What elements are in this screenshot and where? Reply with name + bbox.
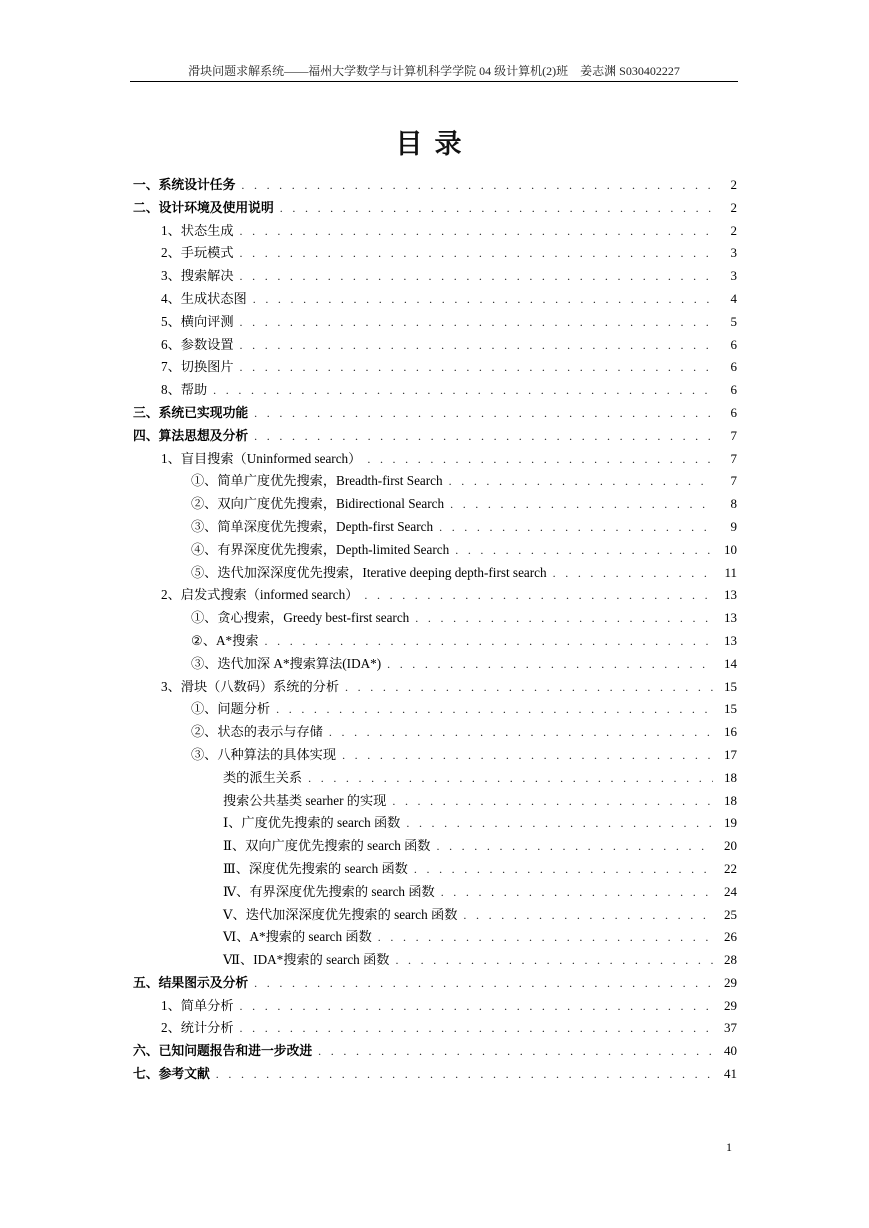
toc-entry-page: 6 (730, 359, 737, 375)
dot-leader (395, 949, 713, 972)
toc-entry-label: ①、贪心搜索，Greedy best-first search (191, 610, 410, 626)
toc-entry-page: 13 (724, 632, 737, 648)
table-of-contents (133, 174, 737, 1086)
toc-entry-label: 2、启发式搜索（informed search） (161, 587, 359, 603)
toc-entry-page: 41 (724, 1066, 737, 1082)
dot-leader (240, 995, 713, 1018)
dot-leader (439, 516, 713, 539)
toc-entry[interactable] (133, 995, 737, 1018)
dot-leader (241, 174, 713, 197)
toc-entry[interactable] (133, 698, 737, 721)
dot-leader (213, 379, 713, 402)
dot-leader (342, 744, 713, 767)
dot-leader (318, 1040, 713, 1063)
dot-leader (414, 858, 713, 881)
toc-entry-label: 1、盲目搜索（Uninformed search） (161, 450, 362, 466)
dot-leader (240, 1017, 713, 1040)
toc-entry-page: 17 (724, 746, 737, 762)
dot-leader (240, 356, 713, 379)
toc-entry-page: 13 (724, 610, 737, 626)
toc-entry-page: 2 (730, 222, 737, 238)
toc-entry[interactable] (133, 220, 737, 243)
toc-entry[interactable] (133, 470, 737, 493)
toc-entry[interactable] (133, 904, 737, 927)
toc-entry-label: Ⅴ、迭代加深深度优先搜索的 search 函数 (223, 906, 458, 922)
toc-entry[interactable] (133, 562, 737, 585)
toc-entry-label: Ⅶ、IDA*搜索的 search 函数 (223, 952, 390, 968)
toc-entry-page: 10 (724, 541, 737, 557)
toc-entry[interactable] (133, 265, 737, 288)
toc-entry-label: 搜索公共基类 searher 的实现 (223, 792, 387, 808)
toc-entry[interactable] (133, 676, 737, 699)
toc-entry[interactable] (133, 493, 737, 516)
dot-leader (450, 493, 713, 516)
toc-entry-page: 22 (724, 860, 737, 876)
dot-leader (254, 972, 713, 995)
dot-leader (240, 334, 713, 357)
toc-entry-label: 1、简单分析 (161, 997, 234, 1013)
dot-leader (367, 448, 713, 471)
toc-entry-label: 1、状态生成 (161, 222, 234, 238)
toc-entry[interactable] (133, 516, 737, 539)
dot-leader (406, 812, 713, 835)
toc-entry-label: ④、有界深度优先搜索，Depth-limited Search (191, 541, 450, 557)
dot-leader (449, 470, 713, 493)
dot-leader (308, 767, 713, 790)
toc-entry-label: Ⅳ、有界深度优先搜索的 search 函数 (223, 883, 435, 899)
toc-entry-label: 2、统计分析 (161, 1020, 234, 1036)
dot-leader (240, 311, 713, 334)
toc-entry-label: ②、A*搜索 (191, 632, 259, 648)
toc-entry-label: 六、已知问题报告和进一步改进 (133, 1044, 313, 1060)
toc-entry[interactable] (133, 242, 737, 265)
toc-entry[interactable] (133, 197, 737, 220)
toc-entry[interactable] (133, 721, 737, 744)
toc-entry-label: 6、参数设置 (161, 336, 234, 352)
toc-entry[interactable] (133, 881, 737, 904)
toc-entry[interactable] (133, 334, 737, 357)
toc-entry-label: ②、状态的表示与存储 (191, 724, 323, 740)
toc-entry-page: 2 (730, 199, 737, 215)
toc-entry-label: 3、搜索解决 (161, 268, 234, 284)
toc-entry-label: 三、系统已实现功能 (133, 405, 249, 421)
toc-entry-page: 19 (724, 815, 737, 831)
toc-entry-label: 类的派生关系 (223, 769, 303, 785)
toc-entry[interactable] (133, 812, 737, 835)
toc-entry-page: 40 (724, 1043, 737, 1059)
toc-entry-label: 7、切换图片 (161, 359, 234, 375)
toc-entry-page: 6 (730, 404, 737, 420)
toc-entry-page: 2 (730, 177, 737, 192)
toc-entry-label: 8、帮助 (161, 382, 208, 398)
toc-entry-label: 七、参考文献 (133, 1067, 210, 1083)
dot-leader (254, 425, 713, 448)
toc-entry-label: 二、设计环境及使用说明 (133, 200, 274, 216)
toc-entry[interactable] (133, 630, 737, 653)
toc-entry-page: 26 (724, 929, 737, 945)
toc-entry[interactable] (133, 402, 737, 425)
toc-entry-label: Ⅵ、A*搜索的 search 函数 (223, 929, 372, 945)
toc-entry-label: ③、简单深度优先搜索，Depth-first Search (191, 518, 434, 534)
running-header: 滑块问题求解系统——福州大学数学与计算机科学学院 04 级计算机(2)班 姜志渊 S030402227 (188, 64, 680, 78)
toc-entry[interactable] (133, 539, 737, 562)
toc-entry[interactable] (133, 607, 737, 630)
toc-entry-page: 29 (724, 997, 737, 1013)
toc-entry-label: ③、八种算法的具体实现 (191, 746, 337, 762)
toc-entry-page: 8 (730, 496, 737, 512)
header-divider (130, 81, 738, 82)
dot-leader (415, 607, 713, 630)
dot-leader (463, 904, 713, 927)
dot-leader (387, 653, 713, 676)
toc-entry-label: ①、简单广度优先搜索，Breadth-first Search (191, 473, 443, 489)
toc-entry[interactable] (133, 767, 737, 790)
toc-entry-page: 28 (724, 952, 737, 968)
toc-entry-page: 9 (730, 518, 737, 534)
toc-entry-label: 一、系统设计任务 (133, 178, 236, 193)
dot-leader (254, 402, 713, 425)
toc-entry-label: Ⅰ、广度优先搜索的 search 函数 (223, 815, 401, 831)
toc-entry[interactable] (133, 1063, 737, 1086)
toc-entry-page: 18 (724, 792, 737, 808)
dot-leader (441, 881, 713, 904)
toc-entry-page: 5 (730, 313, 737, 329)
dot-leader (455, 539, 713, 562)
dot-leader (216, 1063, 713, 1086)
dot-leader (378, 926, 713, 949)
toc-entry-page: 7 (730, 473, 737, 489)
toc-entry-page: 14 (724, 655, 737, 671)
toc-entry[interactable] (133, 448, 737, 471)
toc-entry-label: ③、迭代加深 A*搜索算法(IDA*) (191, 655, 382, 671)
toc-entry-label: 4、生成状态图 (161, 290, 247, 306)
toc-entry-label: 3、滑块（八数码）系统的分析 (161, 678, 340, 694)
toc-entry[interactable] (133, 174, 737, 197)
toc-entry[interactable] (133, 1017, 737, 1040)
dot-leader (240, 265, 713, 288)
dot-leader (265, 630, 713, 653)
toc-entry-label: Ⅱ、双向广度优先搜索的 search 函数 (223, 838, 431, 854)
toc-entry-label: 2、手玩模式 (161, 245, 234, 261)
toc-entry-page: 6 (730, 382, 737, 398)
toc-entry-page: 4 (730, 290, 737, 306)
toc-entry-label: 五、结果图示及分析 (133, 975, 249, 991)
toc-entry[interactable] (133, 379, 737, 402)
toc-entry[interactable] (133, 949, 737, 972)
toc-entry[interactable] (133, 926, 737, 949)
toc-entry[interactable] (133, 744, 737, 767)
toc-entry[interactable] (133, 835, 737, 858)
toc-entry-label: 5、横向评测 (161, 313, 234, 329)
dot-leader (436, 835, 713, 858)
toc-entry[interactable] (133, 972, 737, 995)
dot-leader (253, 288, 713, 311)
dot-leader (345, 676, 713, 699)
toc-entry[interactable] (133, 311, 737, 334)
toc-entry-page: 6 (730, 336, 737, 352)
dot-leader (392, 790, 713, 813)
toc-title: 目录 (395, 129, 474, 160)
toc-entry-page: 24 (724, 883, 737, 899)
toc-entry-page: 37 (724, 1020, 737, 1036)
toc-entry[interactable] (133, 1040, 737, 1063)
toc-entry[interactable] (133, 584, 737, 607)
toc-entry[interactable] (133, 356, 737, 379)
toc-entry-label: ①、问题分析 (191, 701, 271, 717)
dot-leader (240, 220, 713, 243)
toc-entry-page: 18 (724, 769, 737, 785)
toc-entry-page: 25 (724, 906, 737, 922)
dot-leader (276, 698, 713, 721)
toc-entry-page: 7 (730, 427, 737, 443)
toc-entry-page: 20 (724, 838, 737, 854)
toc-entry-page: 3 (730, 268, 737, 284)
toc-entry[interactable] (133, 858, 737, 881)
dot-leader (329, 721, 713, 744)
toc-entry[interactable] (133, 288, 737, 311)
toc-entry-label: Ⅲ、深度优先搜索的 search 函数 (223, 860, 408, 876)
toc-entry-page: 11 (724, 564, 737, 580)
dot-leader (364, 584, 713, 607)
dot-leader (240, 242, 713, 265)
toc-entry-page: 15 (724, 678, 737, 694)
dot-leader (553, 562, 713, 585)
toc-entry-page: 13 (724, 587, 737, 603)
toc-entry-page: 7 (730, 450, 737, 466)
dot-leader (280, 197, 713, 220)
toc-entry[interactable] (133, 425, 737, 448)
toc-entry[interactable] (133, 790, 737, 813)
toc-entry[interactable] (133, 653, 737, 676)
toc-entry-label: ⑤、迭代加深深度优先搜索，Iterative deeping depth-first search (191, 564, 547, 580)
toc-entry-page: 29 (724, 974, 737, 990)
toc-entry-page: 16 (724, 724, 737, 740)
toc-entry-label: 四、算法思想及分析 (133, 428, 249, 444)
toc-entry-label: ②、双向广度优先搜索，Bidirectional Search (191, 496, 445, 512)
toc-entry-page: 15 (724, 701, 737, 717)
page-number: 1 (726, 1140, 732, 1154)
toc-entry-page: 3 (730, 245, 737, 261)
